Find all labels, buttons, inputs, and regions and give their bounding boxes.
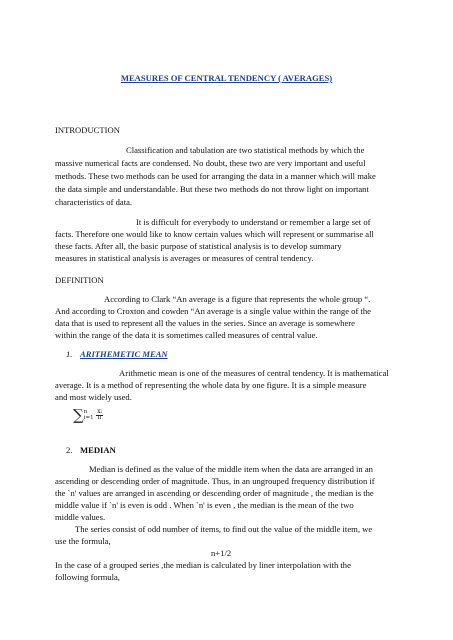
median-line: the `n' values are arranged in ascending or descending order of magnitude , the median is the	[55, 488, 374, 498]
sigma-symbol: ∑	[73, 406, 84, 424]
median-line: middle value if `n' is even is odd . When `n' is even , the median is the mean of the two	[55, 500, 354, 510]
sum-lower-limit: i=1	[83, 415, 94, 421]
intro-p1-line: Classification and tabulation are two statistical methods by which the	[126, 145, 365, 155]
median-line: use the formula,	[55, 536, 111, 546]
sum-limits	[84, 409, 94, 421]
definition-line: According to Clark “An average is a figure that represents the whole group “.	[104, 294, 371, 304]
median-formula: n+1/2	[211, 548, 232, 558]
mean-fraction	[96, 409, 103, 421]
median-line: following formula,	[55, 572, 120, 582]
definition-heading: DEFINITION	[55, 275, 104, 285]
intro-p2-line: It is difficult for everybody to understand or remember a large set of	[136, 217, 371, 227]
definition-line: data that is used to represent all the values in the series. Since an average is somewhere	[55, 318, 355, 328]
definition-line: And according to Croxton and cowden “An average is a single value within the range of the	[55, 306, 371, 316]
fraction-numerator: xᵢ	[97, 408, 102, 415]
definition-line: within the range of the data it is sometimes called measures of central value.	[55, 330, 318, 340]
median-line: The series consist of odd number of items, to find out the value of the middle item, we	[75, 524, 373, 534]
fraction-denominator: n	[97, 414, 102, 421]
section1-heading: ARITHEMETIC MEAN	[80, 349, 168, 359]
intro-p2-line: measures in statistical analysis is averages or measures of central tendency.	[55, 253, 314, 263]
intro-p1-line: characteristics of data.	[55, 197, 133, 207]
section2-number: 2.	[66, 445, 73, 455]
median-line: ascending or descending order of magnitude. Thus, in an ungrouped frequency distribution if	[55, 476, 375, 486]
sum-upper-limit: n	[83, 409, 88, 415]
intro-p2-line: these facts. After all, the basic purpose of statistical analysis is to develop summary	[55, 241, 342, 251]
mean-line: and most widely used.	[55, 392, 132, 402]
median-line: middle values.	[55, 512, 106, 522]
section2-heading: MEDIAN	[80, 445, 116, 455]
intro-p1-line: massive numerical facts are condensed. No doubt, these two are very important and useful	[55, 158, 366, 168]
introduction-heading: INTRODUCTION	[55, 125, 120, 135]
median-line: Median is defined as the value of the middle item when the data are arranged in an	[89, 464, 373, 474]
mean-formula	[73, 406, 103, 424]
intro-p2-line: facts. Therefore one would like to know certain values which will represent or summarise all	[55, 229, 374, 239]
mean-line: average. It is a method of representing the whole data by one figure. It is a simple measure	[55, 380, 367, 390]
section1-number: 1.	[66, 349, 73, 359]
median-line: In the case of a grouped series ,the median is calculated by liner interpolation with the	[55, 560, 351, 570]
page-title: MEASURES OF CENTRAL TENDENCY ( AVERAGES)	[120, 73, 333, 83]
intro-p1-line: the data simple and understandable. But these two methods do not throw light on important	[55, 184, 369, 194]
intro-p1-line: methods. These two methods can be used for arranging the data in a manner which will make	[55, 171, 376, 181]
mean-line: Arithmetic mean is one of the measures of central tendency. It is mathematical	[119, 368, 389, 378]
